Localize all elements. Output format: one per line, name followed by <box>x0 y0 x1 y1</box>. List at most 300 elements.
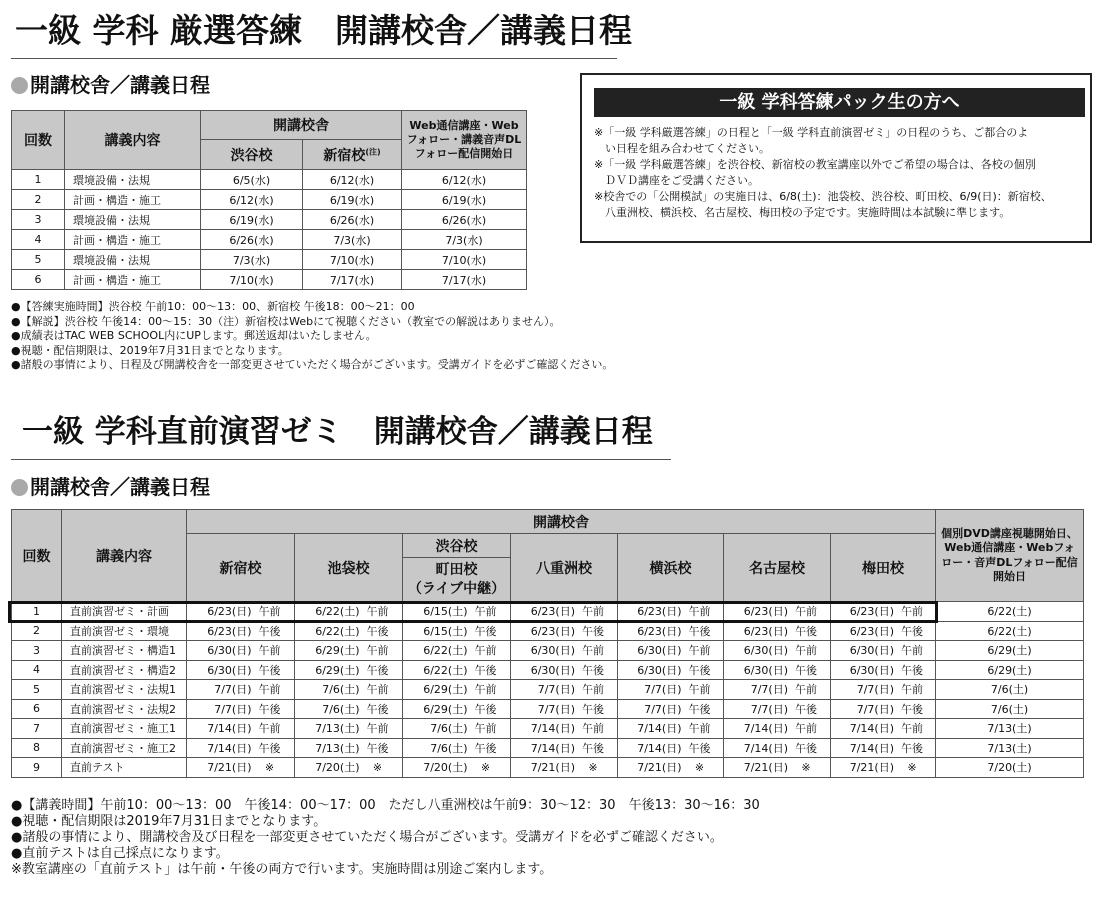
cell-umeda <box>831 602 936 622</box>
cell-nagoya <box>724 738 831 758</box>
table-row <box>12 270 527 290</box>
cell-content: 環境設備・法規 <box>65 210 201 230</box>
cell-num: 3 <box>12 641 62 661</box>
cell-period: 午前 <box>258 722 281 736</box>
cell-nagoya <box>724 699 831 719</box>
cell-period: 午前 <box>258 683 281 697</box>
cell-period: ※ <box>588 761 598 775</box>
cell-date: 6/22(土) <box>423 663 468 677</box>
section1-subheading-text: 開講校舎／講義日程 <box>30 73 210 97</box>
cell-period: 午前 <box>795 722 817 736</box>
cell-dvd: 7/13(土) <box>936 738 1084 758</box>
cell-umeda <box>831 660 936 680</box>
cell-date: 7/7(日) <box>856 683 894 697</box>
cell-date: 6/30(日) <box>849 663 894 677</box>
cell-period: 午前 <box>901 644 923 658</box>
note-line: ●【答練実施時間】渋谷校 午前10：00～13：00、新宿校 午後18：00～21：00 <box>11 300 415 313</box>
table-row <box>12 758 1084 778</box>
notice-body <box>594 125 1084 221</box>
notice-box <box>580 73 1092 243</box>
section2-subheading <box>11 477 210 497</box>
header-campus: 開講校舎 <box>201 111 402 140</box>
cell-date: 7/7(日) <box>644 683 682 697</box>
cell-date: 7/7(日) <box>644 702 682 716</box>
cell-shibuya: 6/26(水) <box>201 230 303 250</box>
cell-period: ※ <box>372 761 383 775</box>
cell-date: 7/6(土) <box>430 741 468 755</box>
cell-date: 7/13(土) <box>315 722 360 736</box>
cell-date: 7/14(日) <box>637 722 682 736</box>
cell-date: 7/20(土) <box>423 761 468 775</box>
cell-yaesu <box>511 680 618 700</box>
header-machida <box>403 558 511 602</box>
cell-date: 6/30(日) <box>743 663 788 677</box>
note-line: ●直前テストは自己採点になります。 <box>11 846 229 861</box>
note-line: ●【講義時間】午前10：00～13：00 午後14：00～17：00 ただし八重洲校は午前9：30～12：30 午後13：30～16：30 <box>11 798 760 813</box>
cell-nagoya <box>724 641 831 661</box>
cell-date: 6/30(日) <box>637 663 682 677</box>
cell-yaesu <box>511 621 618 641</box>
cell-content: 直前演習ゼミ・構造2 <box>62 660 187 680</box>
cell-shinjuku: 7/3(水) <box>303 230 402 250</box>
cell-num: 7 <box>12 719 62 739</box>
cell-date: 7/14(日) <box>207 722 252 736</box>
cell-shibuya <box>403 680 511 700</box>
cell-nagoya <box>724 680 831 700</box>
section2-heading: 一級 学科直前演習ゼミ 開講校舎／講義日程 <box>22 414 653 450</box>
header-shinjuku-label: 新宿校 <box>323 147 366 164</box>
lecture-schedule-table-1 <box>11 110 527 290</box>
cell-date: 6/30(日) <box>849 644 894 658</box>
cell-content: 環境設備・法規 <box>65 170 201 190</box>
cell-umeda <box>831 758 936 778</box>
header-web-start: Web通信講座・Webフォロー・講義音声DLフォロー配信開始日 <box>402 111 527 170</box>
cell-date: 7/6(土) <box>322 683 360 697</box>
cell-yaesu <box>511 758 618 778</box>
cell-period: 午後 <box>474 624 497 638</box>
cell-date: 7/13(土) <box>315 741 360 755</box>
cell-date: 6/30(日) <box>530 663 575 677</box>
cell-num: 6 <box>12 270 65 290</box>
cell-num: 8 <box>12 738 62 758</box>
cell-period: 午後 <box>366 702 389 716</box>
note-line: い日程を組み合わせてください。 <box>594 142 770 155</box>
cell-shibuya <box>403 602 511 622</box>
notice-title: 一級 学科答練パック生の方へ <box>594 88 1085 117</box>
section1-notes <box>11 300 613 373</box>
note-line: ●諸般の事情により、日程及び開講校舎を一部変更させていただく場合がございます。受講ガイドを必ずご確認ください。 <box>11 358 614 372</box>
cell-period: ※ <box>907 761 917 775</box>
cell-shinjuku <box>187 641 295 661</box>
cell-period: 午前 <box>582 605 604 619</box>
table-row <box>12 250 527 270</box>
cell-dvd: 6/22(土) <box>936 602 1084 622</box>
cell-period: 午前 <box>688 644 711 658</box>
cell-date: 7/14(日) <box>743 741 788 755</box>
cell-yokohama <box>618 738 724 758</box>
cell-date: 7/7(日) <box>750 702 788 716</box>
cell-date: 7/20(土) <box>315 761 360 775</box>
cell-period: ※ <box>694 761 705 775</box>
cell-nagoya <box>724 621 831 641</box>
cell-period: 午後 <box>688 741 711 755</box>
cell-yaesu <box>511 738 618 758</box>
cell-shinjuku: 6/12(水) <box>303 170 402 190</box>
cell-num: 2 <box>12 190 65 210</box>
cell-period: 午前 <box>366 722 389 736</box>
cell-period: 午前 <box>258 605 281 619</box>
header-campus: 開講校舎 <box>187 510 936 534</box>
cell-dvd: 6/29(土) <box>936 660 1084 680</box>
cell-shibuya <box>403 699 511 719</box>
cell-date: 6/30(日) <box>207 663 252 677</box>
table-row <box>12 699 1084 719</box>
note-line: ※校舎での「公開模試」の実施日は、6/8(土)：池袋校、渋谷校、町田校、6/9(日)：新宿校、 <box>594 190 1052 203</box>
table-row <box>12 621 1084 641</box>
cell-period: 午後 <box>795 702 817 716</box>
note-line: ※「一級 学科厳選答練」を渋谷校、新宿校の教室講座以外でご希望の場合は、各校の個別 <box>594 158 1036 171</box>
cell-num: 4 <box>12 230 65 250</box>
cell-content: 直前演習ゼミ・施工2 <box>62 738 187 758</box>
header-shinjuku: 新宿校 <box>187 534 295 602</box>
cell-date: 6/30(日) <box>743 644 788 658</box>
cell-period: 午後 <box>901 663 923 677</box>
cell-date: 6/23(日) <box>743 605 788 619</box>
table-row <box>12 738 1084 758</box>
cell-date: 6/15(土) <box>423 605 468 619</box>
cell-date: 6/23(日) <box>743 624 788 638</box>
cell-yokohama <box>618 641 724 661</box>
cell-period: 午後 <box>688 702 711 716</box>
cell-date: 6/29(土) <box>423 683 468 697</box>
cell-date: 7/7(日) <box>750 683 788 697</box>
table-row <box>12 719 1084 739</box>
table-row <box>12 641 1084 661</box>
cell-period: 午前 <box>582 644 604 658</box>
cell-date: 7/14(日) <box>637 741 682 755</box>
cell-nagoya <box>724 758 831 778</box>
cell-shibuya: 6/5(水) <box>201 170 303 190</box>
cell-date: 7/7(日) <box>214 702 252 716</box>
cell-ikebukuro <box>295 660 403 680</box>
cell-date: 6/29(土) <box>423 702 468 716</box>
cell-date: 6/23(日) <box>849 624 894 638</box>
table-row <box>12 230 527 250</box>
cell-ikebukuro <box>295 641 403 661</box>
cell-period: 午後 <box>258 702 281 716</box>
cell-yokohama <box>618 699 724 719</box>
cell-umeda <box>831 641 936 661</box>
cell-dvd: 7/13(土) <box>936 719 1084 739</box>
cell-num: 5 <box>12 680 62 700</box>
cell-period: 午後 <box>688 624 711 638</box>
cell-period: ※ <box>480 761 491 775</box>
cell-umeda <box>831 699 936 719</box>
header-shinjuku <box>303 140 402 170</box>
note-line: 八重洲校、横浜校、名古屋校、梅田校の予定です。実施時間は本試験に準じます。 <box>594 206 1011 219</box>
cell-ikebukuro <box>295 719 403 739</box>
header-umeda: 梅田校 <box>831 534 936 602</box>
cell-date: 7/21(日) <box>530 761 575 775</box>
cell-yokohama <box>618 680 724 700</box>
cell-period: 午後 <box>474 741 497 755</box>
cell-web: 6/12(水) <box>402 170 527 190</box>
cell-dvd: 7/6(土) <box>936 680 1084 700</box>
cell-shinjuku: 7/10(水) <box>303 250 402 270</box>
cell-ikebukuro <box>295 758 403 778</box>
cell-yaesu <box>511 699 618 719</box>
cell-dvd: 7/6(土) <box>936 699 1084 719</box>
cell-ikebukuro <box>295 602 403 622</box>
cell-shibuya: 7/10(水) <box>201 270 303 290</box>
cell-date: 7/7(日) <box>856 702 894 716</box>
cell-date: 6/23(日) <box>207 605 252 619</box>
cell-date: 7/6(土) <box>430 722 468 736</box>
cell-yaesu <box>511 719 618 739</box>
cell-period: 午後 <box>366 663 389 677</box>
cell-period: 午前 <box>901 605 923 619</box>
cell-date: 7/21(日) <box>207 761 252 775</box>
cell-period: ※ <box>801 761 811 775</box>
cell-period: 午前 <box>688 605 711 619</box>
header-nagoya: 名古屋校 <box>724 534 831 602</box>
header-ikebukuro: 池袋校 <box>295 534 403 602</box>
cell-date: 7/14(日) <box>849 722 894 736</box>
cell-shinjuku <box>187 738 295 758</box>
cell-period: 午後 <box>474 702 497 716</box>
cell-period: 午後 <box>901 624 923 638</box>
header-yokohama: 横浜校 <box>618 534 724 602</box>
cell-umeda <box>831 680 936 700</box>
cell-shibuya: 6/19(水) <box>201 210 303 230</box>
cell-shibuya: 6/12(水) <box>201 190 303 210</box>
header-yaesu: 八重洲校 <box>511 534 618 602</box>
cell-date: 6/23(日) <box>637 624 682 638</box>
note-line: ●【解説】渋谷校 午後14：00～15：30（注）新宿校はWebにて視聴ください（教室での解説はありません）。 <box>11 314 561 328</box>
cell-period: 午前 <box>901 683 923 697</box>
cell-dvd: 7/20(土) <box>936 758 1084 778</box>
cell-date: 7/14(日) <box>530 722 575 736</box>
cell-period: 午後 <box>901 702 923 716</box>
cell-num: 2 <box>12 621 62 641</box>
header-shibuya: 渋谷校 <box>403 534 511 558</box>
cell-content: 直前演習ゼミ・法規2 <box>62 699 187 719</box>
cell-date: 6/30(日) <box>530 644 575 658</box>
cell-content: 計画・構造・施工 <box>65 230 201 250</box>
cell-period: 午後 <box>901 741 923 755</box>
cell-umeda <box>831 738 936 758</box>
cell-period: 午後 <box>258 624 281 638</box>
cell-yaesu <box>511 641 618 661</box>
section1-subheading <box>11 75 210 95</box>
cell-ikebukuro <box>295 699 403 719</box>
cell-content: 計画・構造・施工 <box>65 190 201 210</box>
cell-yokohama <box>618 602 724 622</box>
cell-period: 午前 <box>688 683 711 697</box>
cell-umeda <box>831 719 936 739</box>
cell-date: 6/22(土) <box>423 644 468 658</box>
cell-shibuya <box>403 738 511 758</box>
cell-content: 直前演習ゼミ・施工1 <box>62 719 187 739</box>
cell-date: 7/14(日) <box>530 741 575 755</box>
cell-shinjuku <box>187 660 295 680</box>
cell-dvd: 6/29(土) <box>936 641 1084 661</box>
cell-content: 直前演習ゼミ・法規1 <box>62 680 187 700</box>
cell-period: 午後 <box>582 663 604 677</box>
cell-date: 7/21(日) <box>849 761 894 775</box>
cell-period: 午前 <box>901 722 923 736</box>
cell-shinjuku <box>187 719 295 739</box>
cell-content: 環境設備・法規 <box>65 250 201 270</box>
header-shibuya: 渋谷校 <box>201 140 303 170</box>
cell-content: 直前演習ゼミ・構造1 <box>62 641 187 661</box>
cell-yaesu <box>511 660 618 680</box>
cell-content: 直前演習ゼミ・環境 <box>62 621 187 641</box>
section1-heading: 一級 学科 厳選答練 開講校舎／講義日程 <box>15 11 632 50</box>
cell-date: 7/7(日) <box>214 683 252 697</box>
cell-date: 7/14(日) <box>849 741 894 755</box>
cell-period: 午前 <box>795 644 817 658</box>
cell-period: 午後 <box>474 663 497 677</box>
cell-num: 9 <box>12 758 62 778</box>
cell-shinjuku <box>187 699 295 719</box>
header-content: 講義内容 <box>65 111 201 170</box>
cell-shinjuku <box>187 621 295 641</box>
cell-content: 直前演習ゼミ・計画 <box>62 602 187 622</box>
cell-shinjuku: 7/17(水) <box>303 270 402 290</box>
cell-ikebukuro <box>295 621 403 641</box>
cell-period: 午後 <box>258 741 281 755</box>
cell-yokohama <box>618 719 724 739</box>
cell-shinjuku: 6/19(水) <box>303 190 402 210</box>
table-row <box>12 602 1084 622</box>
cell-period: 午後 <box>582 741 604 755</box>
cell-num: 6 <box>12 699 62 719</box>
cell-date: 7/7(日) <box>537 683 575 697</box>
cell-web: 7/17(水) <box>402 270 527 290</box>
cell-period: 午前 <box>474 644 497 658</box>
cell-date: 6/23(日) <box>530 624 575 638</box>
header-number: 回数 <box>12 510 62 602</box>
cell-period: 午前 <box>366 605 389 619</box>
cell-period: 午前 <box>795 683 817 697</box>
cell-ikebukuro <box>295 680 403 700</box>
cell-period: 午後 <box>795 663 817 677</box>
cell-yaesu <box>511 602 618 622</box>
cell-period: 午後 <box>366 624 389 638</box>
cell-period: 午前 <box>688 722 711 736</box>
section2-heading-rule <box>11 459 671 460</box>
cell-shibuya: 7/3(水) <box>201 250 303 270</box>
cell-period: 午前 <box>366 683 389 697</box>
cell-nagoya <box>724 602 831 622</box>
cell-period: 午前 <box>795 605 817 619</box>
table-row <box>12 210 527 230</box>
cell-period: 午前 <box>474 605 497 619</box>
table-row <box>12 660 1084 680</box>
cell-period: 午前 <box>582 722 604 736</box>
cell-shinjuku: 6/26(水) <box>303 210 402 230</box>
header-machida-sub: （ライブ中継） <box>407 580 506 597</box>
cell-num: 4 <box>12 660 62 680</box>
header-machida-label: 町田校 <box>435 562 478 579</box>
cell-web: 6/19(水) <box>402 190 527 210</box>
header-dvd-web-start: 個別DVD講座視聴開始日、Web通信講座・Webフォロー・音声DLフォロー配信開始日 <box>936 510 1084 602</box>
section2-notes <box>11 798 760 878</box>
bullet-circle-icon <box>11 479 28 496</box>
cell-yokohama <box>618 758 724 778</box>
cell-nagoya <box>724 660 831 680</box>
header-number: 回数 <box>12 111 65 170</box>
cell-shibuya <box>403 641 511 661</box>
cell-shibuya <box>403 758 511 778</box>
table-row <box>12 170 527 190</box>
cell-period: 午後 <box>795 624 817 638</box>
cell-period: 午後 <box>688 663 711 677</box>
cell-dvd: 6/22(土) <box>936 621 1084 641</box>
cell-date: 6/23(日) <box>207 624 252 638</box>
cell-web: 6/26(水) <box>402 210 527 230</box>
cell-num: 1 <box>12 170 65 190</box>
cell-num: 5 <box>12 250 65 270</box>
cell-nagoya <box>724 719 831 739</box>
cell-shibuya <box>403 621 511 641</box>
cell-date: 6/15(土) <box>423 624 468 638</box>
note-line: ＤＶＤ講座をご受講ください。 <box>594 174 759 187</box>
cell-shibuya <box>403 719 511 739</box>
cell-date: 6/30(日) <box>207 644 252 658</box>
note-line: ※教室講座の「直前テスト」は午前・午後の両方で行います。実施時間は別途ご案内します。 <box>11 862 553 877</box>
cell-period: ※ <box>264 761 275 775</box>
cell-date: 6/23(日) <box>530 605 575 619</box>
cell-period: 午後 <box>366 741 389 755</box>
cell-period: 午前 <box>474 722 497 736</box>
section1-heading-rule <box>11 58 617 59</box>
cell-period: 午後 <box>582 624 604 638</box>
cell-date: 7/21(日) <box>743 761 788 775</box>
cell-shibuya <box>403 660 511 680</box>
cell-date: 6/23(日) <box>637 605 682 619</box>
bullet-circle-icon <box>11 77 28 94</box>
cell-date: 6/29(土) <box>315 663 360 677</box>
cell-content: 計画・構造・施工 <box>65 270 201 290</box>
note-line: ※「一級 学科厳選答練」の日程と「一級 学科直前演習ゼミ」の日程のうち、ご都合のよ <box>594 126 1029 139</box>
note-line: ●諸般の事情により、開講校舎及び日程を一部変更させていただく場合がございます。受講ガイドを必ずご確認ください。 <box>11 830 723 845</box>
cell-period: 午後 <box>258 663 281 677</box>
cell-num: 1 <box>12 602 62 622</box>
cell-period: 午前 <box>258 644 281 658</box>
lecture-schedule-table-2 <box>11 509 1084 778</box>
cell-date: 6/29(土) <box>315 644 360 658</box>
cell-umeda <box>831 621 936 641</box>
cell-ikebukuro <box>295 738 403 758</box>
cell-shinjuku <box>187 602 295 622</box>
cell-date: 7/14(日) <box>743 722 788 736</box>
cell-date: 6/30(日) <box>637 644 682 658</box>
cell-shinjuku <box>187 680 295 700</box>
note-line: ●視聴・配信期限は、2019年7月31日までとなります。 <box>11 343 289 357</box>
cell-date: 7/6(土) <box>322 702 360 716</box>
cell-date: 6/22(土) <box>315 605 360 619</box>
cell-period: 午前 <box>582 683 604 697</box>
note-line: ●成績表はTAC WEB SCHOOL内にUPします。郵送返却はいたしません。 <box>11 329 377 343</box>
cell-date: 7/14(日) <box>207 741 252 755</box>
table-row <box>12 680 1084 700</box>
cell-date: 7/21(日) <box>637 761 682 775</box>
cell-date: 6/22(土) <box>315 624 360 638</box>
cell-period: 午後 <box>582 702 604 716</box>
cell-yokohama <box>618 660 724 680</box>
